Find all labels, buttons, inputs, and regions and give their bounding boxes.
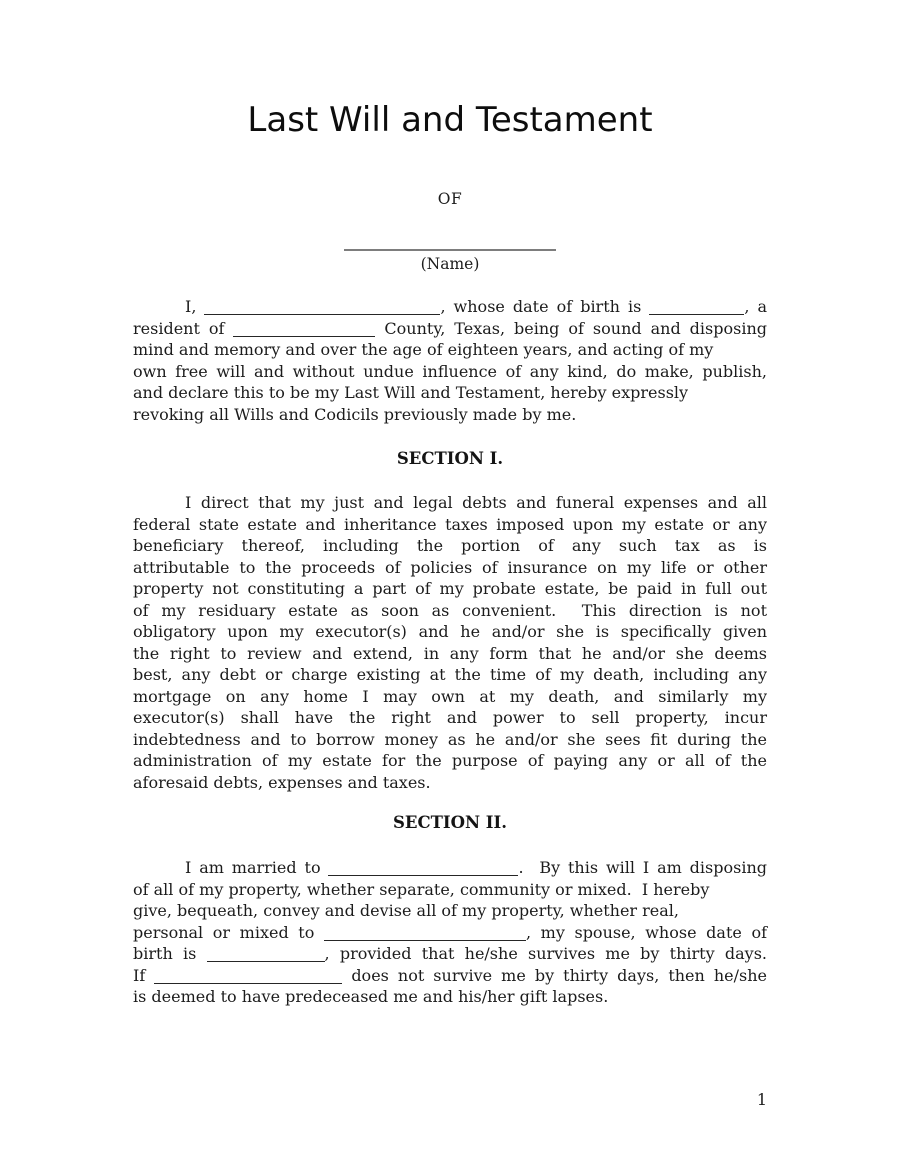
document-title: Last Will and Testament [247,100,653,140]
text-line: give, bequeath, convey and devise all of my property, whether real, [133,901,680,920]
name-caption: (Name) [420,255,480,273]
fill-in-blank [207,959,325,962]
text-line: administration of my estate for the purpose of paying any or all of the [133,751,767,770]
text-line: mind and memory and over the age of eighteen years, and acting of my [133,340,714,359]
text-line: I am married to . By this will I am disposing [185,858,767,877]
page-number: 1 [756,1090,767,1109]
text-line: revoking all Wills and Codicils previously made by me. [133,404,577,424]
text-line: best, any debt or charge existing at the time of my death, including any [133,665,767,684]
text-line: I, , whose date of birth is , a [185,297,767,316]
text-line: and declare this to be my Last Will and Testament, hereby expressly [133,383,689,402]
text-line: own free will and without undue influence of any kind, do make, publish, [133,361,767,381]
fill-in-blank [324,938,526,941]
document-body [133,0,767,1165]
text-line: obligatory upon my executor(s) and he and/or she is specifically given [133,622,767,641]
section-heading: SECTION I. [396,449,504,468]
text-line: If does not survive me by thirty days, then he/she [133,965,768,985]
fill-in-blank [204,312,440,315]
text-line: personal or mixed to , my spouse, whose date of [133,922,768,942]
paragraph [133,857,767,1008]
text-line: executor(s) shall have the right and power to sell property, incur [133,708,767,727]
fill-in-blank [649,312,744,315]
text-line: of all of my property, whether separate, community or mixed. I hereby [133,879,710,899]
text-line: mortgage on any home I may own at my death, and similarly my [133,686,767,706]
text-line: of my residuary estate as soon as convenient. This direction is not [133,600,767,620]
fill-in-blank [233,334,375,337]
subtitle-of: OF [437,190,463,208]
fill-in-blank [328,873,518,876]
text-line: beneficiary thereof, including the portion of any such tax as is [133,536,767,555]
fill-in-blank [154,981,342,984]
section-heading: SECTION II. [392,813,507,832]
paragraph [133,296,767,425]
text-line: aforesaid debts, expenses and taxes. [133,772,431,792]
text-line: I direct that my just and legal debts and funeral expenses and all [185,493,767,512]
text-line: indebtedness and to borrow money as he and/or she sees fit during the [133,729,767,749]
text-line: birth is , provided that he/she survives me by thirty days. [133,944,767,963]
text-line: resident of County, Texas, being of sound and disposing [133,318,767,338]
text-line: is deemed to have predeceased me and his/her gift lapses. [133,987,609,1006]
text-line: federal state estate and inheritance taxes imposed upon my estate or any [133,514,767,534]
text-line: attributable to the proceeds of policies of insurance on my life or other [133,557,767,577]
text-line: the right to review and extend, in any form that he and/or she deems [133,643,767,663]
text-line: property not constituting a part of my probate estate, be paid in full out [133,579,767,598]
paragraph [133,492,767,793]
